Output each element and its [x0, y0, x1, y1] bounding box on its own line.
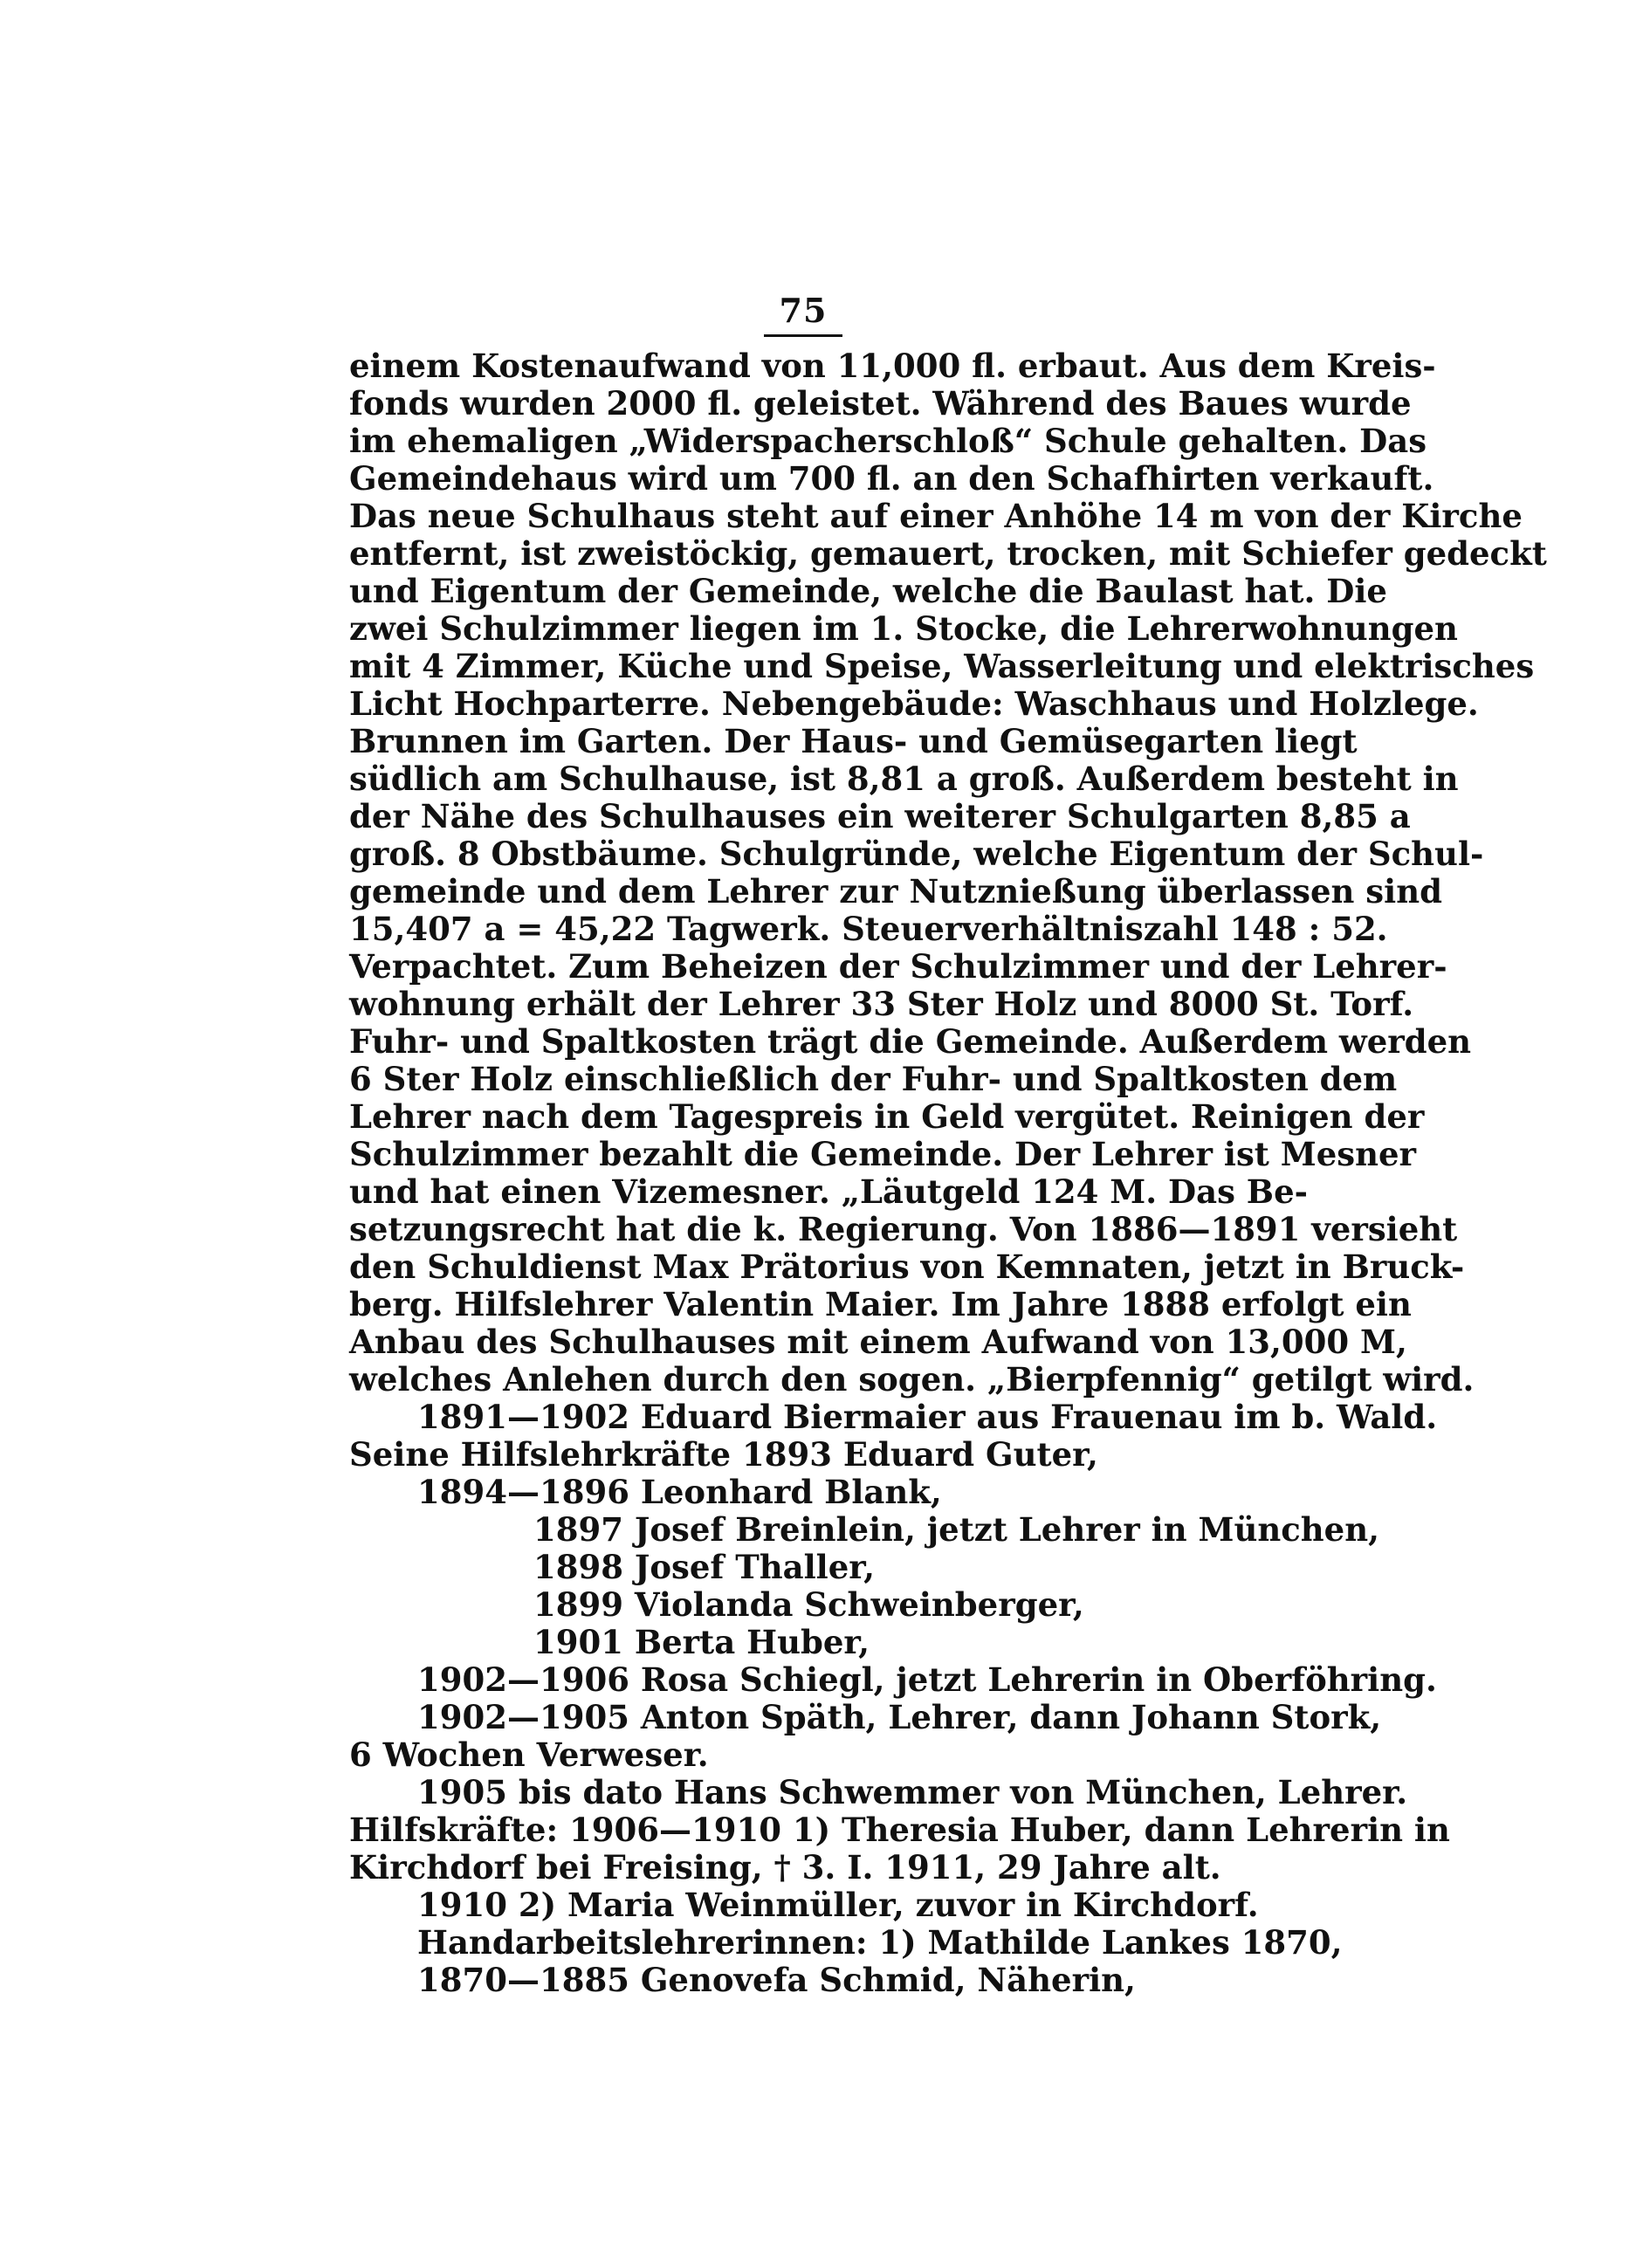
page-number-rule — [764, 334, 842, 337]
body-line: Gemeindehaus wird um 700 fl. an den Schafhirten verkauft. — [349, 459, 1434, 498]
entry-line: Handarbeitslehrerinnen: 1) Mathilde Lankes 1870, — [417, 1923, 1343, 1962]
body-line: der Nähe des Schulhauses ein weiterer Schulgarten 8,85 a — [349, 797, 1411, 835]
entry-line: 6 Wochen Verweser. — [349, 1735, 709, 1774]
body-line: im ehemaligen „Widerspacherschloß“ Schule gehalten. Das — [349, 422, 1427, 460]
body-line: welches Anlehen durch den sogen. „Bierpfennig“ getilgt wird. — [349, 1360, 1475, 1399]
body-line: einem Kostenaufwand von 11,000 fl. erbaut. Aus dem Kreis- — [349, 347, 1436, 385]
entry-line: Hilfskräfte: 1906—1910 1) Theresia Huber, dann Lehrerin in — [349, 1811, 1450, 1849]
body-line: und hat einen Vizemesner. „Läutgeld 124 M. Das Be- — [349, 1172, 1308, 1211]
body-line: gemeinde und dem Lehrer zur Nutznießung überlassen sind — [349, 872, 1442, 911]
body-line: berg. Hilfslehrer Valentin Maier. Im Jahre 1888 erfolgt ein — [349, 1285, 1412, 1323]
entry-line: 1870—1885 Genovefa Schmid, Näherin, — [417, 1961, 1136, 1999]
body-line: Brunnen im Garten. Der Haus- und Gemüsegarten liegt — [349, 722, 1358, 760]
entry-line: 1902—1905 Anton Späth, Lehrer, dann Johann Stork, — [417, 1698, 1382, 1736]
body-line: südlich am Schulhause, ist 8,81 a groß. Außerdem besteht in — [349, 759, 1459, 798]
entry-line: 1902—1906 Rosa Schiegl, jetzt Lehrerin in Oberföhring. — [417, 1660, 1437, 1699]
body-line: entfernt, ist zweistöckig, gemauert, trocken, mit Schiefer gedeckt — [349, 534, 1547, 573]
entry-line: 1910 2) Maria Weinmüller, zuvor in Kirchdorf. — [417, 1886, 1259, 1924]
entry-line: 1898 Josef Thaller, — [533, 1548, 875, 1586]
body-line: mit 4 Zimmer, Küche und Speise, Wasserleitung und elektrisches — [349, 647, 1535, 685]
entry-line: Kirchdorf bei Freising, † 3. I. 1911, 29 Jahre alt. — [349, 1848, 1221, 1887]
entry-line: 1905 bis dato Hans Schwemmer von München, Lehrer. — [417, 1773, 1408, 1811]
body-line: zwei Schulzimmer liegen im 1. Stocke, die Lehrerwohnungen — [349, 609, 1458, 648]
body-line: Verpachtet. Zum Beheizen der Schulzimmer und der Lehrer- — [349, 947, 1447, 986]
entry-line: Seine Hilfslehrkräfte 1893 Eduard Guter, — [349, 1435, 1098, 1474]
body-line: Licht Hochparterre. Nebengebäude: Waschhaus und Holzlege. — [349, 684, 1479, 723]
body-line: Anbau des Schulhauses mit einem Aufwand von 13,000 M, — [349, 1323, 1407, 1361]
body-line: wohnung erhält der Lehrer 33 Ster Holz und 8000 St. Torf. — [349, 985, 1414, 1023]
body-line: Schulzimmer bezahlt die Gemeinde. Der Lehrer ist Mesner — [349, 1135, 1417, 1173]
body-line: und Eigentum der Gemeinde, welche die Baulast hat. Die — [349, 572, 1387, 610]
body-line: Lehrer nach dem Tagespreis in Geld vergütet. Reinigen der — [349, 1097, 1425, 1136]
body-line: Fuhr- und Spaltkosten trägt die Gemeinde. Außerdem werden — [349, 1022, 1472, 1061]
body-line: Das neue Schulhaus steht auf einer Anhöhe 14 m von der Kirche — [349, 497, 1523, 535]
page-number: 75 — [779, 291, 828, 330]
entry-line: 1899 Violanda Schweinberger, — [533, 1585, 1084, 1624]
entry-line: 1901 Berta Huber, — [533, 1623, 870, 1661]
entry-line: 1894—1896 Leonhard Blank, — [417, 1473, 942, 1511]
body-line: fonds wurden 2000 fl. geleistet. Während des Baues wurde — [349, 384, 1412, 423]
body-line: den Schuldienst Max Prätorius von Kemnaten, jetzt in Bruck- — [349, 1247, 1465, 1286]
body-line: setzungsrecht hat die k. Regierung. Von 1886—1891 versieht — [349, 1210, 1458, 1248]
body-line: groß. 8 Obstbäume. Schulgründe, welche Eigentum der Schul- — [349, 835, 1484, 873]
entry-line: 1897 Josef Breinlein, jetzt Lehrer in München, — [533, 1510, 1380, 1549]
body-line: 15,407 a = 45,22 Tagwerk. Steuerverhältniszahl 148 : 52. — [349, 910, 1388, 948]
body-line: 6 Ster Holz einschließlich der Fuhr- und Spaltkosten dem — [349, 1060, 1398, 1098]
entry-line: 1891—1902 Eduard Biermaier aus Frauenau im b. Wald. — [417, 1398, 1438, 1436]
